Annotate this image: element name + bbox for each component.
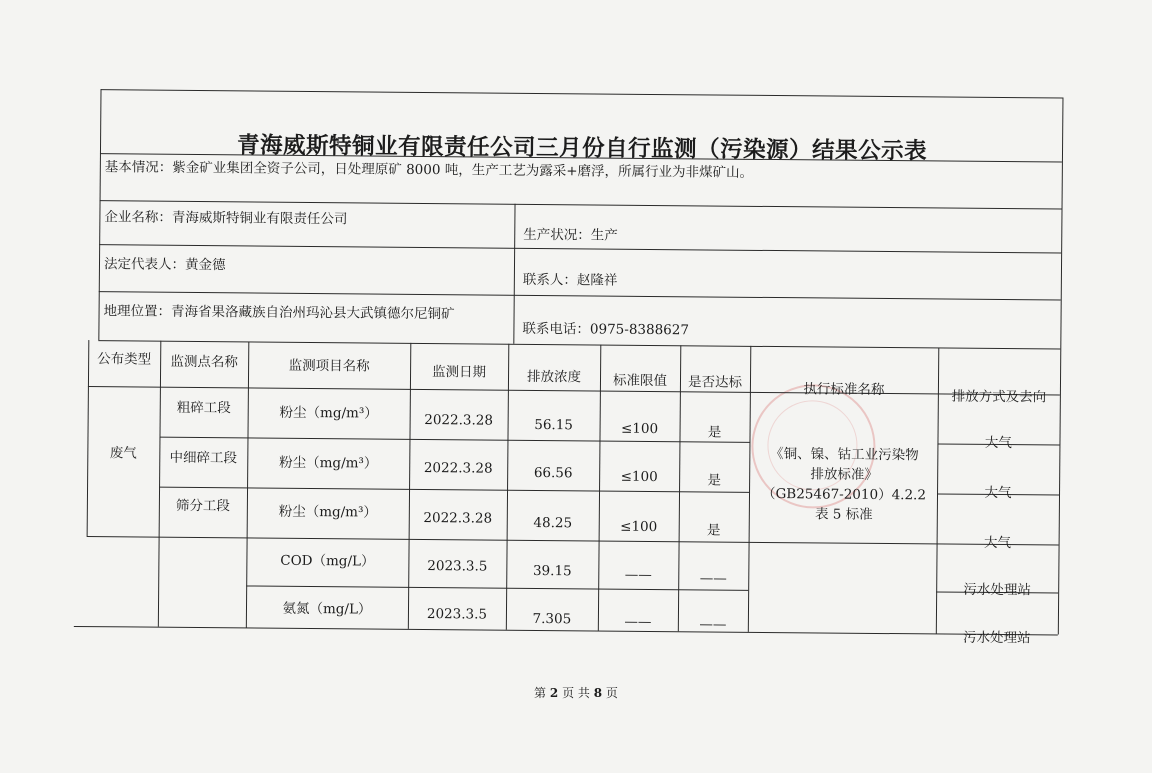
row-2-point: 中细碎工段 [169,449,238,467]
row-2-compliance: 是 [707,472,721,489]
phone: 联系电话：0975-8388627 [522,320,690,339]
header-compliance: 是否达标 [687,374,743,391]
legal-representative: 法定代表人：黄金德 [103,256,226,274]
rule [158,341,161,627]
row-2-destination: 大气 [984,484,1012,502]
row-1-destination: 大气 [984,434,1013,452]
row-1-compliance: 是 [707,424,722,441]
row-4-date: 2023.3.5 [427,558,488,575]
border-top [101,89,1063,98]
standard-line: （GB25467-2010）4.2.2 [761,485,927,504]
row-1-date: 2022.3.28 [424,411,494,429]
standard-line: 排放标准》 [810,466,879,483]
contact-person: 联系人：赵隆祥 [522,271,618,289]
row-5-item: 氨氮（mg/L） [282,600,372,618]
header-date: 监测日期 [431,364,487,381]
rule [98,340,1060,349]
row-1-concentration: 56.15 [534,416,574,434]
row-5-date: 2023.3.5 [426,606,488,623]
row-3-item: 粉尘（mg/m³） [278,503,378,521]
row-3-limit: ≤100 [620,518,658,536]
footer-suffix: 页 [605,686,618,700]
row-4-limit: —— [624,566,652,583]
rule [99,244,1061,253]
basic-info: 基本情况：紫金矿业集团全资子公司，日处理原矿 8000 吨，生产工艺为露采+磨浮，所属行业为非煤矿山。 [104,159,754,181]
production-status: 生产状况：生产 [523,226,618,244]
rule [513,204,515,344]
row-2-date: 2022.3.28 [423,459,493,477]
row-3-compliance: 是 [706,522,721,539]
row-5-limit: —— [624,613,652,630]
border-left [98,89,101,340]
header-limit: 标准限值 [612,372,668,390]
row-4-item: COD（mg/L） [280,552,375,570]
row-2-item: 粉尘（mg/m³） [279,454,378,472]
row-1-item: 粉尘（mg/m³） [279,404,378,422]
rule [88,386,1060,395]
row-1-limit: ≤100 [620,420,659,438]
rule [87,536,1059,545]
header-destination: 排放方式及去向 [951,388,1047,406]
header-point: 监测点名称 [170,353,238,371]
standard-line: 《铜、镍、钴工业污染物 [770,446,919,464]
row-4-destination: 污水处理站 [963,581,1032,599]
footer-mid: 页 共 [562,686,590,700]
total-pages: 8 [593,686,603,700]
location: 地理位置：青海省果洛藏族自治州玛沁县大武镇德尔尼铜矿 [103,303,455,323]
document-title: 青海威斯特铜业有限责任公司三月份自行监测（污染源）结果公示表 [236,132,928,165]
page-footer [0,684,1152,701]
row-5-compliance: —— [699,616,727,633]
footer-prefix: 第 [534,686,547,700]
row-2-limit: ≤100 [620,468,658,486]
category-gas: 废气 [109,445,137,462]
row-1-point: 粗碎工段 [176,399,231,417]
header-standard: 执行标准名称 [803,381,885,399]
row-4-concentration: 39.15 [532,562,572,580]
rule [99,291,1061,300]
current-page: 2 [549,686,559,700]
header-concentration: 排放浓度 [526,368,582,386]
standard-line: 表 5 标准 [814,506,873,523]
row-2-concentration: 66.56 [533,464,573,482]
row-4-compliance: —— [699,570,727,587]
standard-name [749,444,940,526]
row-5-concentration: 7.305 [532,610,572,628]
row-3-point: 筛分工段 [175,497,230,515]
row-3-date: 2022.3.28 [423,509,493,527]
company-name: 企业名称：青海威斯特铜业有限责任公司 [104,209,348,228]
border-right [1058,98,1064,635]
row-5-destination: 污水处理站 [962,629,1031,647]
header-item: 监测项目名称 [288,357,370,375]
rule [100,200,1062,209]
rule [246,585,748,590]
rule [87,340,90,536]
row-3-destination: 大气 [984,534,1012,552]
row-3-concentration: 48.25 [533,514,573,532]
header-category: 公布类型 [97,351,152,368]
